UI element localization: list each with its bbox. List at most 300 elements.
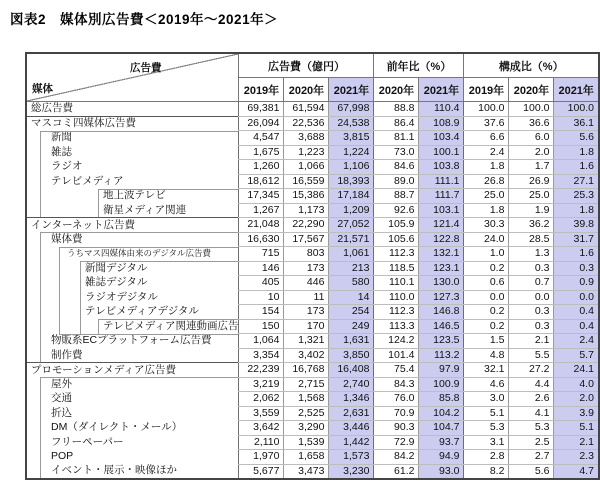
value-cell: 101.4	[374, 348, 419, 363]
row-label: テレビメディア関連動画広告	[26, 319, 239, 334]
indent-guide-line	[80, 290, 81, 305]
value-cell: 4.0	[554, 377, 599, 392]
value-cell: 36.6	[509, 116, 554, 131]
ad-spend-table	[25, 52, 600, 480]
value-cell: 1,061	[329, 247, 374, 262]
group-header-share: 構成比（%）	[464, 53, 599, 78]
value-cell: 2.3	[554, 450, 599, 465]
value-cell: 36.1	[554, 116, 599, 131]
value-cell: 2.0	[509, 145, 554, 160]
value-cell: 37.6	[464, 116, 509, 131]
indent-guide-line	[40, 334, 41, 349]
indent-guide-line	[98, 319, 99, 334]
indent-guide-line	[40, 276, 41, 291]
value-cell: 28.5	[509, 232, 554, 247]
value-cell: 1,970	[239, 450, 284, 465]
group-box-top-line	[40, 131, 238, 132]
value-cell: 103.1	[419, 203, 464, 218]
group-header-yoy: 前年比（%）	[374, 53, 464, 78]
row-label: インターネット広告費	[26, 218, 239, 233]
value-cell: 3,688	[284, 131, 329, 146]
group-box-top-line	[59, 334, 238, 335]
table-row	[26, 421, 599, 436]
value-cell: 0.4	[554, 305, 599, 320]
value-cell: 715	[239, 247, 284, 262]
indent-guide-line	[40, 319, 41, 334]
value-cell: 3,446	[329, 421, 374, 436]
corner-side-label: 媒体	[32, 83, 53, 95]
table-row	[26, 276, 599, 291]
value-cell: 4.1	[509, 406, 554, 421]
value-cell: 0.6	[464, 276, 509, 291]
value-cell: 0.3	[509, 261, 554, 276]
value-cell: 1.6	[554, 160, 599, 175]
value-cell: 0.4	[554, 319, 599, 334]
row-label: ラジオ	[26, 160, 239, 175]
group-box-top-line	[59, 247, 238, 248]
table-row	[26, 334, 599, 349]
value-cell: 75.4	[374, 363, 419, 378]
value-cell: 4.8	[464, 348, 509, 363]
value-cell: 105.6	[374, 232, 419, 247]
value-cell: 3,290	[284, 421, 329, 436]
value-cell: 2.8	[464, 450, 509, 465]
value-cell: 170	[284, 319, 329, 334]
value-cell: 36.2	[509, 218, 554, 233]
value-cell: 1.8	[554, 145, 599, 160]
indent-guide-line	[40, 377, 41, 392]
value-cell: 3.0	[464, 392, 509, 407]
indent-guide-line	[59, 305, 60, 320]
value-cell: 1.0	[464, 247, 509, 262]
value-cell: 17,184	[329, 189, 374, 204]
table-row	[26, 160, 599, 175]
value-cell: 150	[239, 319, 284, 334]
row-label: 新聞デジタル	[26, 261, 239, 276]
value-cell: 70.9	[374, 406, 419, 421]
value-cell: 26,094	[239, 116, 284, 131]
value-cell: 123.5	[419, 334, 464, 349]
value-cell: 22,239	[239, 363, 284, 378]
value-cell: 1,223	[284, 145, 329, 160]
indent-guide-line	[59, 319, 60, 334]
value-cell: 26.8	[464, 174, 509, 189]
indent-guide-line	[40, 464, 41, 478]
value-cell: 3,815	[329, 131, 374, 146]
value-cell: 84.3	[374, 377, 419, 392]
value-cell: 100.9	[419, 377, 464, 392]
value-cell: 154	[239, 305, 284, 320]
value-cell: 5.6	[509, 464, 554, 479]
year-column-header: 2020年	[374, 78, 419, 102]
row-label: ラジオデジタル	[26, 290, 239, 305]
value-cell: 27.2	[509, 363, 554, 378]
value-cell: 5.1	[554, 421, 599, 436]
value-cell: 110.4	[419, 102, 464, 117]
value-cell: 1,675	[239, 145, 284, 160]
table-row	[26, 102, 599, 117]
indent-guide-line	[40, 247, 41, 262]
value-cell: 22,290	[284, 218, 329, 233]
figure-title: 図表2 媒体別広告費＜2019年～2021年＞	[10, 12, 279, 27]
indent-guide-line	[80, 305, 81, 320]
value-cell: 1.8	[554, 203, 599, 218]
row-label: プロモーションメディア広告費	[26, 363, 239, 378]
value-cell: 86.4	[374, 116, 419, 131]
value-cell: 1.7	[509, 160, 554, 175]
indent-guide-line	[40, 174, 41, 189]
value-cell: 92.6	[374, 203, 419, 218]
value-cell: 27,052	[329, 218, 374, 233]
value-cell: 105.9	[374, 218, 419, 233]
value-cell: 213	[329, 261, 374, 276]
group-header-spend: 広告費（億円）	[239, 53, 374, 78]
value-cell: 0.0	[509, 290, 554, 305]
value-cell: 100.0	[464, 102, 509, 117]
value-cell: 24.1	[554, 363, 599, 378]
value-cell: 0.7	[509, 276, 554, 291]
value-cell: 0.0	[464, 290, 509, 305]
indent-guide-line	[98, 189, 99, 204]
value-cell: 84.2	[374, 450, 419, 465]
value-cell: 76.0	[374, 392, 419, 407]
table-row	[26, 348, 599, 363]
value-cell: 1.6	[554, 247, 599, 262]
value-cell: 254	[329, 305, 374, 320]
row-label: 地上波テレビ	[26, 189, 239, 204]
value-cell: 93.7	[419, 435, 464, 450]
value-cell: 25.0	[509, 189, 554, 204]
value-cell: 3,850	[329, 348, 374, 363]
row-label: 折込	[26, 406, 239, 421]
value-cell: 24.0	[464, 232, 509, 247]
row-label: マスコミ四媒体広告費	[26, 116, 239, 131]
value-cell: 14	[329, 290, 374, 305]
row-label: フリーペーパー	[26, 435, 239, 450]
value-cell: 0.3	[509, 319, 554, 334]
value-cell: 22,536	[284, 116, 329, 131]
value-cell: 111.1	[419, 174, 464, 189]
value-cell: 100.1	[419, 145, 464, 160]
year-column-header: 2019年	[239, 78, 284, 102]
value-cell: 3,354	[239, 348, 284, 363]
row-label: 媒体費	[26, 232, 239, 247]
indent-guide-line	[59, 247, 60, 262]
value-cell: 1,064	[239, 334, 284, 349]
value-cell: 110.1	[374, 276, 419, 291]
value-cell: 2.4	[554, 334, 599, 349]
value-cell: 0.2	[464, 261, 509, 276]
row-label: テレビメディアデジタル	[26, 305, 239, 320]
indent-guide-line	[98, 203, 99, 217]
value-cell: 1,631	[329, 334, 374, 349]
value-cell: 103.4	[419, 131, 464, 146]
indent-guide-line	[40, 145, 41, 160]
value-cell: 5.5	[509, 348, 554, 363]
value-cell: 8.2	[464, 464, 509, 479]
value-cell: 173	[284, 305, 329, 320]
value-cell: 1,658	[284, 450, 329, 465]
row-label: 雑誌デジタル	[26, 276, 239, 291]
indent-guide-line	[40, 261, 41, 276]
value-cell: 405	[239, 276, 284, 291]
value-cell: 1,442	[329, 435, 374, 450]
value-cell: 110.0	[374, 290, 419, 305]
value-cell: 113.2	[419, 348, 464, 363]
indent-guide-line	[40, 406, 41, 421]
year-column-header: 2020年	[509, 78, 554, 102]
value-cell: 6.6	[464, 131, 509, 146]
table-row	[26, 174, 599, 189]
indent-guide-line	[40, 348, 41, 362]
value-cell: 0.3	[509, 305, 554, 320]
row-label: 雑誌	[26, 145, 239, 160]
value-cell: 73.0	[374, 145, 419, 160]
value-cell: 1,224	[329, 145, 374, 160]
value-cell: 2,740	[329, 377, 374, 392]
indent-guide-line	[40, 450, 41, 465]
table-row	[26, 218, 599, 233]
value-cell: 3.9	[554, 406, 599, 421]
value-cell: 1,568	[284, 392, 329, 407]
indent-guide-line	[80, 319, 81, 334]
value-cell: 111.7	[419, 189, 464, 204]
row-label: 屋外	[26, 377, 239, 392]
value-cell: 16,768	[284, 363, 329, 378]
row-label: 物販系ECプラットフォーム広告費	[26, 334, 239, 349]
table-row	[26, 261, 599, 276]
row-label: イベント・展示・映像ほか	[26, 464, 239, 479]
table-row	[26, 247, 599, 262]
value-cell: 2,110	[239, 435, 284, 450]
value-cell: 1.9	[509, 203, 554, 218]
indent-guide-line	[40, 421, 41, 436]
value-cell: 100.0	[554, 102, 599, 117]
value-cell: 31.7	[554, 232, 599, 247]
value-cell: 3,642	[239, 421, 284, 436]
value-cell: 803	[284, 247, 329, 262]
value-cell: 4.7	[554, 464, 599, 479]
value-cell: 17,567	[284, 232, 329, 247]
value-cell: 18,393	[329, 174, 374, 189]
value-cell: 2.0	[554, 392, 599, 407]
table-row	[26, 363, 599, 378]
indent-guide-line	[80, 261, 81, 276]
year-column-header: 2020年	[284, 78, 329, 102]
row-label: 総広告費	[31, 102, 73, 115]
value-cell: 1,260	[239, 160, 284, 175]
row-label: テレビメディア	[26, 174, 239, 189]
value-cell: 89.0	[374, 174, 419, 189]
table-row	[26, 377, 599, 392]
value-cell: 5.1	[464, 406, 509, 421]
value-cell: 1,321	[284, 334, 329, 349]
value-cell: 3,559	[239, 406, 284, 421]
value-cell: 112.3	[374, 247, 419, 262]
value-cell: 5.7	[554, 348, 599, 363]
table-row	[26, 450, 599, 465]
value-cell: 10	[239, 290, 284, 305]
indent-guide-line	[40, 392, 41, 407]
row-label: 新聞	[26, 131, 239, 146]
row-label: うちマス四媒体由来のデジタル広告費	[26, 247, 239, 262]
value-cell: 104.7	[419, 421, 464, 436]
table-row	[26, 232, 599, 247]
value-cell: 2,062	[239, 392, 284, 407]
value-cell: 5.3	[509, 421, 554, 436]
value-cell: 580	[329, 276, 374, 291]
value-cell: 2,631	[329, 406, 374, 421]
value-cell: 6.0	[509, 131, 554, 146]
value-cell: 81.1	[374, 131, 419, 146]
value-cell: 121.4	[419, 218, 464, 233]
value-cell: 124.2	[374, 334, 419, 349]
table-row	[26, 203, 599, 218]
table-row	[26, 131, 599, 146]
value-cell: 69,381	[239, 102, 284, 117]
value-cell: 173	[284, 261, 329, 276]
group-header-row	[26, 53, 599, 78]
value-cell: 0.3	[554, 261, 599, 276]
value-cell: 16,408	[329, 363, 374, 378]
value-cell: 146	[239, 261, 284, 276]
value-cell: 61.2	[374, 464, 419, 479]
table-row	[26, 435, 599, 450]
table-row	[26, 145, 599, 160]
value-cell: 3,219	[239, 377, 284, 392]
year-column-header: 2019年	[464, 78, 509, 102]
value-cell: 132.1	[419, 247, 464, 262]
value-cell: 2.1	[509, 334, 554, 349]
group-box-top-line	[80, 261, 238, 262]
value-cell: 446	[284, 276, 329, 291]
indent-guide-line	[59, 261, 60, 276]
value-cell: 100.0	[509, 102, 554, 117]
value-cell: 26.9	[509, 174, 554, 189]
value-cell: 1,173	[284, 203, 329, 218]
table-row	[26, 392, 599, 407]
value-cell: 1,267	[239, 203, 284, 218]
table-row	[26, 305, 599, 320]
value-cell: 5.6	[554, 131, 599, 146]
value-cell: 4.4	[509, 377, 554, 392]
row-label: DM（ダイレクト・メール）	[26, 421, 239, 436]
value-cell: 1.5	[464, 334, 509, 349]
indent-guide-line	[59, 276, 60, 291]
value-cell: 67,998	[329, 102, 374, 117]
value-cell: 2,525	[284, 406, 329, 421]
value-cell: 103.8	[419, 160, 464, 175]
value-cell: 30.3	[464, 218, 509, 233]
value-cell: 1.8	[464, 203, 509, 218]
value-cell: 118.5	[374, 261, 419, 276]
value-cell: 97.9	[419, 363, 464, 378]
value-cell: 2.1	[554, 435, 599, 450]
indent-guide-line	[40, 290, 41, 305]
group-box-top-line	[40, 232, 238, 233]
value-cell: 16,630	[239, 232, 284, 247]
value-cell: 5,677	[239, 464, 284, 479]
value-cell: 112.3	[374, 305, 419, 320]
value-cell: 146.5	[419, 319, 464, 334]
value-cell: 85.8	[419, 392, 464, 407]
value-cell: 11	[284, 290, 329, 305]
table-row	[26, 319, 599, 334]
value-cell: 21,571	[329, 232, 374, 247]
year-column-header: 2021年	[554, 78, 599, 102]
value-cell: 0.0	[554, 290, 599, 305]
value-cell: 1.3	[509, 247, 554, 262]
value-cell: 90.3	[374, 421, 419, 436]
corner-cell	[26, 53, 239, 102]
table-row	[26, 290, 599, 305]
table-row	[26, 116, 599, 131]
corner-top-label: 広告費	[130, 62, 162, 74]
row-label: 制作費	[26, 348, 239, 363]
value-cell: 3,402	[284, 348, 329, 363]
value-cell: 146.8	[419, 305, 464, 320]
value-cell: 2.7	[509, 450, 554, 465]
indent-guide-line	[80, 276, 81, 291]
value-cell: 1,106	[329, 160, 374, 175]
value-cell: 32.1	[464, 363, 509, 378]
table-row	[26, 406, 599, 421]
indent-guide-line	[40, 203, 41, 217]
indent-guide-line	[40, 131, 41, 146]
indent-guide-line	[40, 232, 41, 247]
value-cell: 25.3	[554, 189, 599, 204]
value-cell: 2.6	[509, 392, 554, 407]
value-cell: 1,209	[329, 203, 374, 218]
value-cell: 93.0	[419, 464, 464, 479]
indent-guide-line	[40, 435, 41, 450]
group-box-top-line	[98, 319, 238, 320]
indent-guide-line	[40, 189, 41, 204]
value-cell: 2,715	[284, 377, 329, 392]
value-cell: 5.3	[464, 421, 509, 436]
year-column-header: 2021年	[419, 78, 464, 102]
value-cell: 122.8	[419, 232, 464, 247]
year-column-header: 2021年	[329, 78, 374, 102]
value-cell: 4,547	[239, 131, 284, 146]
value-cell: 61,594	[284, 102, 329, 117]
value-cell: 84.6	[374, 160, 419, 175]
value-cell: 1,346	[329, 392, 374, 407]
value-cell: 88.8	[374, 102, 419, 117]
table-row	[26, 464, 599, 479]
value-cell: 24,538	[329, 116, 374, 131]
value-cell: 130.0	[419, 276, 464, 291]
value-cell: 2.5	[509, 435, 554, 450]
row-label: POP	[26, 450, 239, 465]
value-cell: 1.8	[464, 160, 509, 175]
value-cell: 1,573	[329, 450, 374, 465]
group-box-top-line	[40, 377, 238, 378]
value-cell: 27.1	[554, 174, 599, 189]
value-cell: 4.6	[464, 377, 509, 392]
table-body	[26, 102, 599, 479]
value-cell: 0.2	[464, 319, 509, 334]
value-cell: 123.1	[419, 261, 464, 276]
value-cell: 21,048	[239, 218, 284, 233]
value-cell: 3,230	[329, 464, 374, 479]
value-cell: 249	[329, 319, 374, 334]
value-cell: 3.1	[464, 435, 509, 450]
value-cell: 104.2	[419, 406, 464, 421]
value-cell: 15,386	[284, 189, 329, 204]
value-cell: 25.0	[464, 189, 509, 204]
value-cell: 108.9	[419, 116, 464, 131]
